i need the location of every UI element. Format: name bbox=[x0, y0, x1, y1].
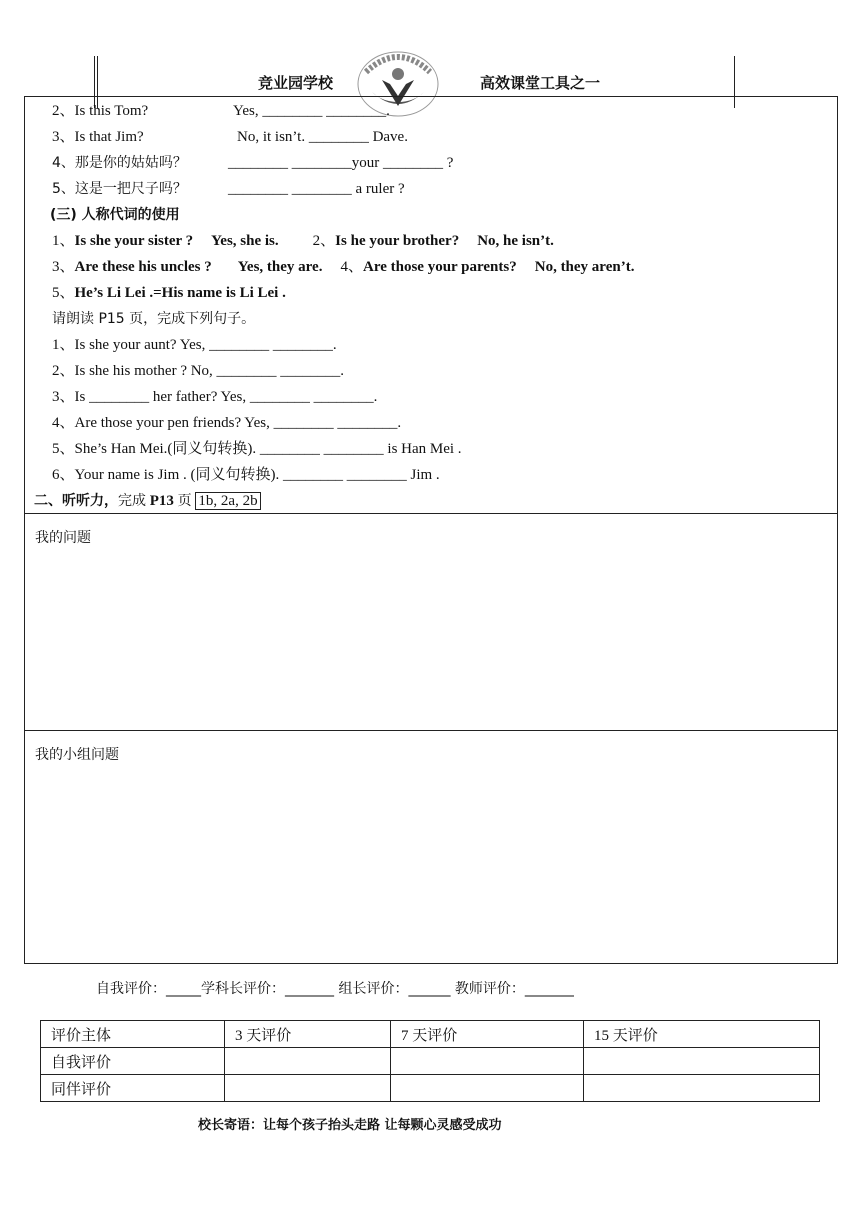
exercise-a-row: 5、这是一把尺子吗？ bbox=[52, 181, 187, 197]
worksheet-frame bbox=[24, 96, 838, 964]
exercise-a-row: 2、Is this Tom? bbox=[52, 103, 149, 119]
table-cell: 同伴评价 bbox=[41, 1075, 225, 1102]
evaluation-table bbox=[40, 1020, 820, 1102]
example-line-1: 1、Is she your sister ? Yes, she is. 2、Is he your brother? No, he isn’t. bbox=[52, 233, 554, 249]
exercise-a-answer: Yes, ________ ________. bbox=[233, 103, 390, 119]
exercise-a-answer: No, it isn’t. ________ Dave. bbox=[237, 129, 408, 145]
listening-exercise-box: 1b, 2a, 2b bbox=[195, 492, 260, 510]
table-header-cell: 7 天评价 bbox=[391, 1021, 584, 1048]
table-row bbox=[41, 1048, 820, 1075]
exercise-b-row: 3、Is ________ her father? Yes, ________ ________. bbox=[52, 389, 378, 405]
exercise-a-row: 3、Is that Jim? bbox=[52, 129, 144, 145]
exercise-a-row: 4、那是你的姑姑吗？ bbox=[52, 155, 187, 171]
table-cell bbox=[225, 1075, 391, 1102]
my-questions-label: 我的问题 bbox=[35, 530, 91, 546]
table-cell bbox=[584, 1048, 820, 1075]
table-cell bbox=[391, 1048, 584, 1075]
exercise-b-row: 5、She’s Han Mei.(同义句转换). ________ ________ is Han Mei . bbox=[52, 441, 462, 457]
group-questions-label: 我的小组问题 bbox=[35, 747, 119, 763]
section-divider bbox=[24, 513, 838, 514]
instruction: 请朗读 P15 页，完成下列句子。 bbox=[52, 311, 256, 327]
exercise-a-answer: ________ ________your ________ ? bbox=[228, 155, 454, 171]
section-title: (三) 人称代词的使用 bbox=[50, 207, 180, 223]
exercise-a-answer: ________ ________ a ruler ? bbox=[228, 181, 405, 197]
example-line-3: 5、He’s Li Lei .=His name is Li Lei . bbox=[52, 285, 286, 301]
exercise-b-row: 2、Is she his mother ? No, ________ ________. bbox=[52, 363, 345, 379]
exercise-b-row: 6、Your name is Jim . (同义句转换). ________ ________ Jim . bbox=[52, 467, 440, 483]
example-line-2: 3、Are these his uncles ? Yes, they are. 4、Are those your parents? No, they aren’t. bbox=[52, 259, 635, 275]
table-header-cell: 3 天评价 bbox=[225, 1021, 391, 1048]
table-cell bbox=[391, 1075, 584, 1102]
table-header-cell: 15 天评价 bbox=[584, 1021, 820, 1048]
section-divider bbox=[24, 730, 838, 731]
exercise-b-row: 1、Is she your aunt? Yes, ________ ________. bbox=[52, 337, 337, 353]
listening-task: 二、听听力，完成 P13 页 1b, 2a, 2b bbox=[34, 492, 261, 510]
header-tool-title: 高效课堂工具之一 bbox=[480, 74, 601, 92]
school-name: 竞业园学校 bbox=[258, 74, 334, 92]
table-header-cell: 评价主体 bbox=[41, 1021, 225, 1048]
evaluation-line: 自我评价：_____学科长评价：_______ 组长评价：______ 教师评价：_______ bbox=[96, 981, 574, 997]
table-cell bbox=[225, 1048, 391, 1075]
exercise-b-row: 4、Are those your pen friends? Yes, ________ ________. bbox=[52, 415, 402, 431]
principal-motto: 校长寄语：让每个孩子抬头走路 让每颗心灵感受成功 bbox=[198, 1118, 502, 1133]
table-row bbox=[41, 1075, 820, 1102]
table-header-row bbox=[41, 1021, 820, 1048]
table-cell: 自我评价 bbox=[41, 1048, 225, 1075]
table-cell bbox=[584, 1075, 820, 1102]
